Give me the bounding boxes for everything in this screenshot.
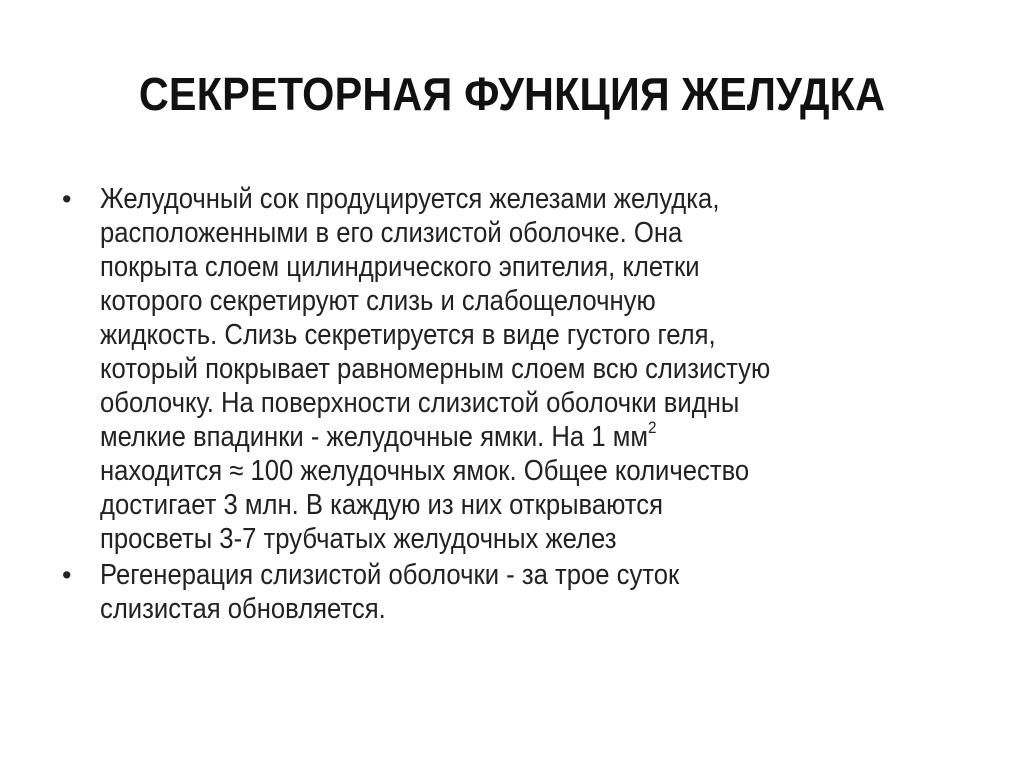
text-line-with-superscript bbox=[100, 417, 1000, 454]
bullet-item-secretion bbox=[62, 182, 982, 556]
text-line: который покрывает равномерным слоем всю слизистую bbox=[100, 353, 771, 385]
text-line: мелкие впадинки - желудочные ямки. На 1 мм bbox=[100, 421, 648, 453]
slide-title: СЕКРЕТОРНАЯ ФУНКЦИЯ ЖЕЛУДКА bbox=[138, 68, 886, 120]
text-line: расположенными в его слизистой оболочке. Она bbox=[100, 217, 683, 249]
text-line: покрыта слоем цилиндрического эпителия, клетки bbox=[100, 251, 700, 283]
bullet-text bbox=[100, 558, 1000, 626]
text-line: просветы 3-7 трубчатых желудочных желез bbox=[100, 523, 617, 555]
text-line: Желудочный сок продуцируется железами желудка, bbox=[100, 183, 720, 215]
text-line: которого секретируют слизь и слабощелочную bbox=[100, 285, 656, 317]
text-line: жидкость. Слизь секретируется в виде густого геля, bbox=[100, 319, 716, 351]
bullet-item-regeneration bbox=[62, 558, 982, 626]
bullet-icon: • bbox=[62, 184, 72, 214]
superscript: 2 bbox=[647, 417, 657, 437]
text-line: Регенерация слизистой оболочки - за трое суток bbox=[100, 559, 680, 591]
text-line: оболочку. На поверхности слизистой оболочки видны bbox=[100, 387, 740, 419]
bullet-text bbox=[100, 182, 1000, 556]
text-line: слизистая обновляется. bbox=[100, 593, 386, 625]
bullet-list bbox=[62, 182, 982, 628]
bullet-icon: • bbox=[62, 560, 72, 590]
text-line: находится ≈ 100 желудочных ямок. Общее количество bbox=[100, 455, 750, 487]
text-line: достигает 3 млн. В каждую из них открываются bbox=[100, 489, 663, 521]
